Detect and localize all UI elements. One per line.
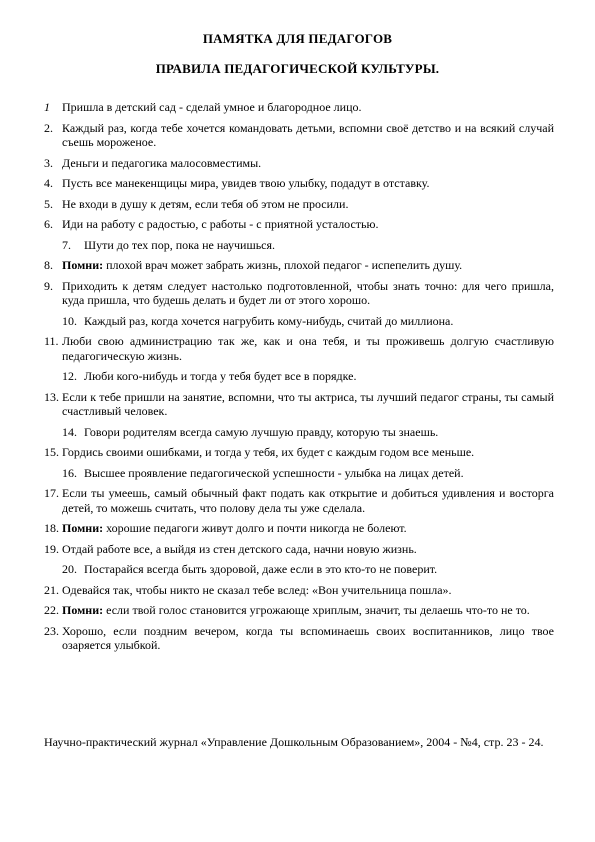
- rule-item-15: 15. Гордись своими ошибками, и тогда у тебя, их будет с каждым годом все меньше.: [44, 445, 475, 459]
- rule-item-12: 12. Люби кого-нибудь и тогда у тебя будет все в порядке.: [62, 369, 357, 383]
- rule-item-19: 19. Отдай работе все, а выйдя из стен детского сада, начни новую жизнь.: [44, 541, 417, 556]
- rule-item-22: 22. Помни: если твой голос становится угрожающе хриплым, значит, ты делаешь что-то не то.: [44, 603, 530, 617]
- rule-item-17: 17. Если ты умеешь, самый обычный факт подать как открытие и добиться удивления и восторга детей, то можешь считать, что полову дела ты уже сделала.: [44, 486, 554, 515]
- rule-item-10: 10. Каждый раз, когда хочется нагрубить кому-нибудь, считай до миллиона.: [62, 313, 454, 328]
- rules-list: [44, 100, 554, 653]
- source-citation: Научно-практический журнал «Управление Дошкольным Образованием», 2004 - №4, стр. 23 - 24.: [44, 735, 544, 749]
- rule-item-9: 9. Приходить к детям следует настолько подготовленной, чтобы знать точно: для чего пришла, куда пришла, что будешь делать и будет ли от этого хорошо.: [44, 278, 554, 307]
- rule-item-3: 3. Деньги и педагогика малосовместимы.: [44, 155, 262, 170]
- rule-item-21: 21. Одевайся так, чтобы никто не сказал тебе вслед: «Вон учительница пошла».: [44, 582, 452, 597]
- rule-item-14: 14. Говори родителям всегда самую лучшую правду, которую ты знаешь.: [62, 424, 439, 439]
- rule-item-5: 5. Не входи в душу к детям, если тебя об этом не просили.: [44, 196, 349, 211]
- rule-item-2: 2. Каждый раз, когда тебе хочется командовать детьми, вспомни своё детство и на всякий случай съешь мороженое.: [44, 120, 554, 149]
- rule-item-20: 20. Постарайся всегда быть здоровой, даже если в это кто-то не поверит.: [62, 562, 438, 576]
- rules-title: ПРАВИЛА ПЕДАГОГИЧЕСКОЙ КУЛЬТУРЫ.: [155, 61, 440, 76]
- rule-item-6: 6. Иди на работу с радостью, с работы - с приятной усталостью.: [44, 217, 379, 231]
- rule-item-18: 18. Помни: хорошие педагоги живут долго и почти никогда не болеют.: [44, 521, 407, 535]
- memo-title: ПАМЯТКА ДЛЯ ПЕДАГОГОВ: [202, 31, 393, 46]
- rule-item-11: 11. Люби свою администрацию так же, как и она тебя, и ты проживешь долгую счастливую педагогическую жизнь.: [44, 334, 554, 363]
- rule-item-16: 16. Высшее проявление педагогической успешности - улыбка на лицах детей.: [62, 465, 464, 480]
- rule-item-1: 1 Пришла в детский сад - сделай умное и благородное лицо.: [44, 100, 362, 114]
- rule-item-4: 4. Пусть все манекенщицы мира, увидев твою улыбку, подадут в отставку.: [44, 176, 430, 190]
- rule-item-8: 8. Помни: плохой врач может забрать жизнь, плохой педагог - испепелить душу.: [44, 258, 463, 272]
- rule-item-7: 7. Шути до тех пор, пока не научишься.: [62, 237, 276, 252]
- rule-item-23: 23. Хорошо, если поздним вечером, когда ты вспоминаешь своих воспитанников, лицо твое озаряется улыбкой.: [44, 623, 554, 652]
- rule-item-13: 13. Если к тебе пришли на занятие, вспомни, что ты актриса, ты лучший педагог страны, ты самый счастливый человек.: [44, 389, 554, 418]
